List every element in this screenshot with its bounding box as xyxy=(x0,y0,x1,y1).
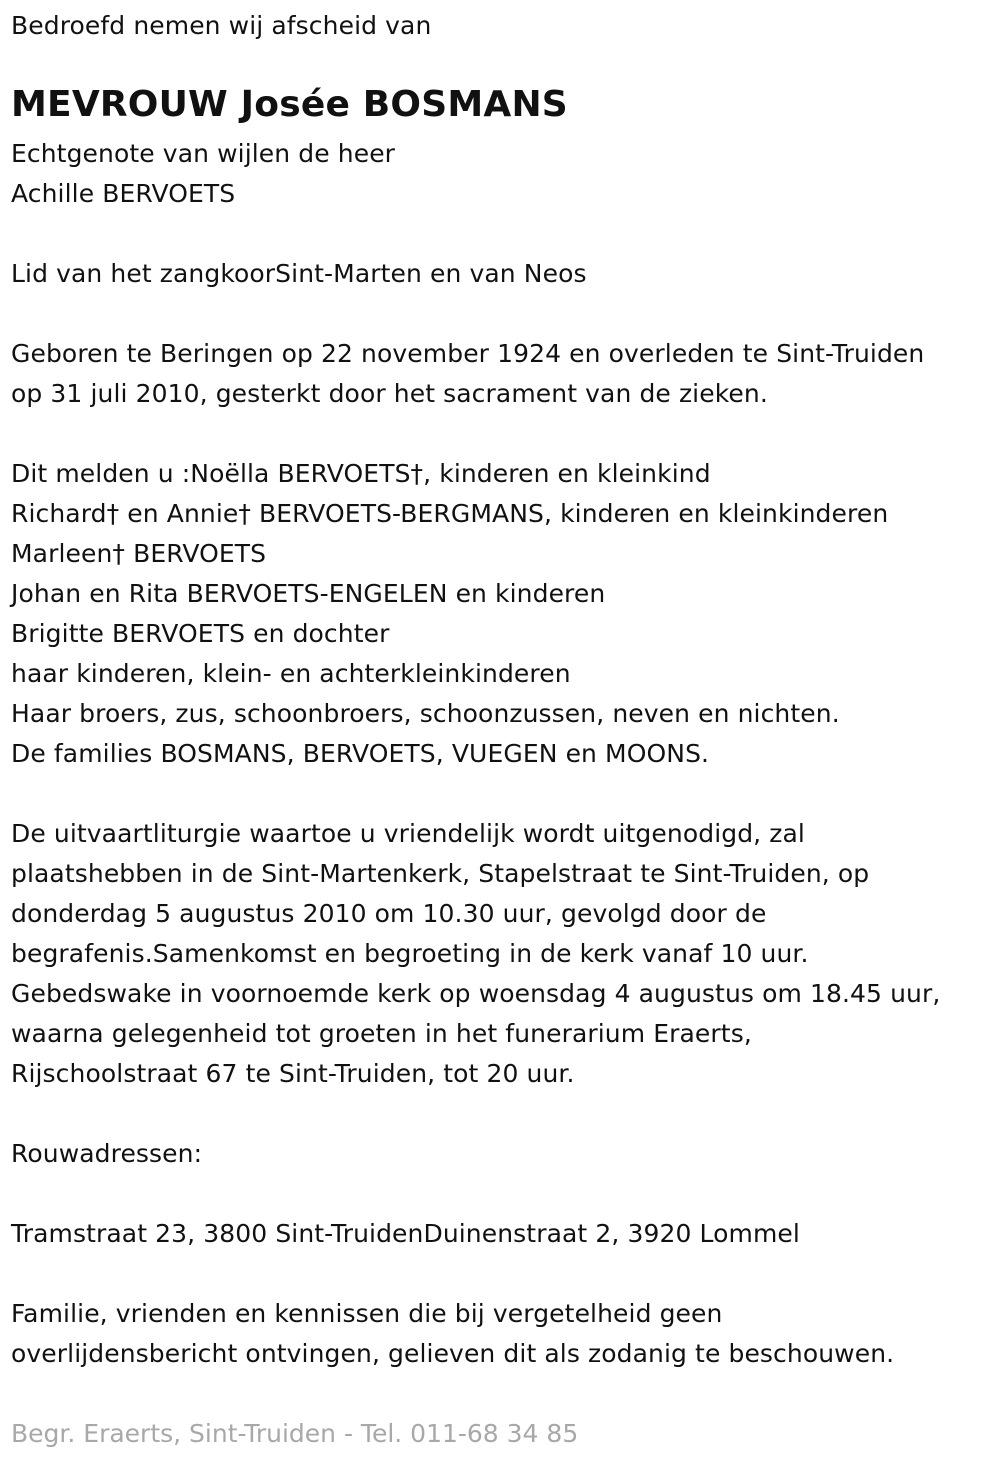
service-line: Rijschoolstraat 67 te Sint-Truiden, tot 20 uur. xyxy=(11,1059,575,1088)
spouse-block xyxy=(11,134,395,214)
service-line: begrafenis.Samenkomst en begroeting in de kerk vanaf 10 uur. xyxy=(11,939,809,968)
closing-line: Familie, vrienden en kennissen die bij vergetelheid geen xyxy=(11,1299,723,1328)
service-line: donderdag 5 augustus 2010 om 10.30 uur, gevolgd door de xyxy=(11,899,767,928)
family-line: Johan en Rita BERVOETS-ENGELEN en kinderen xyxy=(11,579,606,608)
family-line: haar kinderen, klein- en achterkleinkinderen xyxy=(11,659,571,688)
family-line: Dit melden u :Noëlla BERVOETS†, kinderen en kleinkind xyxy=(11,459,711,488)
service-line: De uitvaartliturgie waartoe u vriendelijk wordt uitgenodigd, zal xyxy=(11,819,805,848)
intro-text: Bedroefd nemen wij afscheid van xyxy=(11,11,432,40)
spouse-line: Echtgenote van wijlen de heer xyxy=(11,139,396,168)
membership-block xyxy=(11,254,587,294)
family-line: Richard† en Annie† BERVOETS-BERGMANS, kinderen en kleinkinderen xyxy=(11,499,889,528)
family-block xyxy=(11,454,888,774)
addresses-heading: Rouwadressen: xyxy=(11,1139,203,1168)
service-line: plaatshebben in de Sint-Martenkerk, Stapelstraat te Sint-Truiden, op xyxy=(11,859,870,888)
addresses-heading-block xyxy=(11,1134,202,1174)
family-line: Marleen† BERVOETS xyxy=(11,539,267,568)
addresses-block xyxy=(11,1214,800,1254)
addresses-line: Tramstraat 23, 3800 Sint-TruidenDuinenstraat 2, 3920 Lommel xyxy=(11,1219,800,1248)
funeral-home-footer: Begr. Eraerts, Sint-Truiden - Tel. 011-68 34 85 xyxy=(11,1419,579,1448)
birth-death-line: op 31 juli 2010, gesterkt door het sacrament van de zieken. xyxy=(11,379,768,408)
service-line: waarna gelegenheid tot groeten in het funerarium Eraerts, xyxy=(11,1019,752,1048)
family-line: Brigitte BERVOETS en dochter xyxy=(11,619,390,648)
birth-death-line: Geboren te Beringen op 22 november 1924 en overleden te Sint-Truiden xyxy=(11,339,925,368)
closing-line: overlijdensbericht ontvingen, gelieven dit als zodanig te beschouwen. xyxy=(11,1339,895,1368)
service-line: Gebedswake in voornoemde kerk op woensdag 4 augustus om 18.45 uur, xyxy=(11,979,941,1008)
birth-death-block xyxy=(11,334,924,414)
family-line: Haar broers, zus, schoonbroers, schoonzussen, neven en nichten. xyxy=(11,699,840,728)
family-line: De families BOSMANS, BERVOETS, VUEGEN en MOONS. xyxy=(11,739,710,768)
spouse-line: Achille BERVOETS xyxy=(11,179,236,208)
membership-line: Lid van het zangkoorSint-Marten en van Neos xyxy=(11,259,587,288)
deceased-name: MEVROUW Josée BOSMANS xyxy=(11,84,568,125)
closing-block xyxy=(11,1294,894,1374)
service-block xyxy=(11,814,940,1094)
